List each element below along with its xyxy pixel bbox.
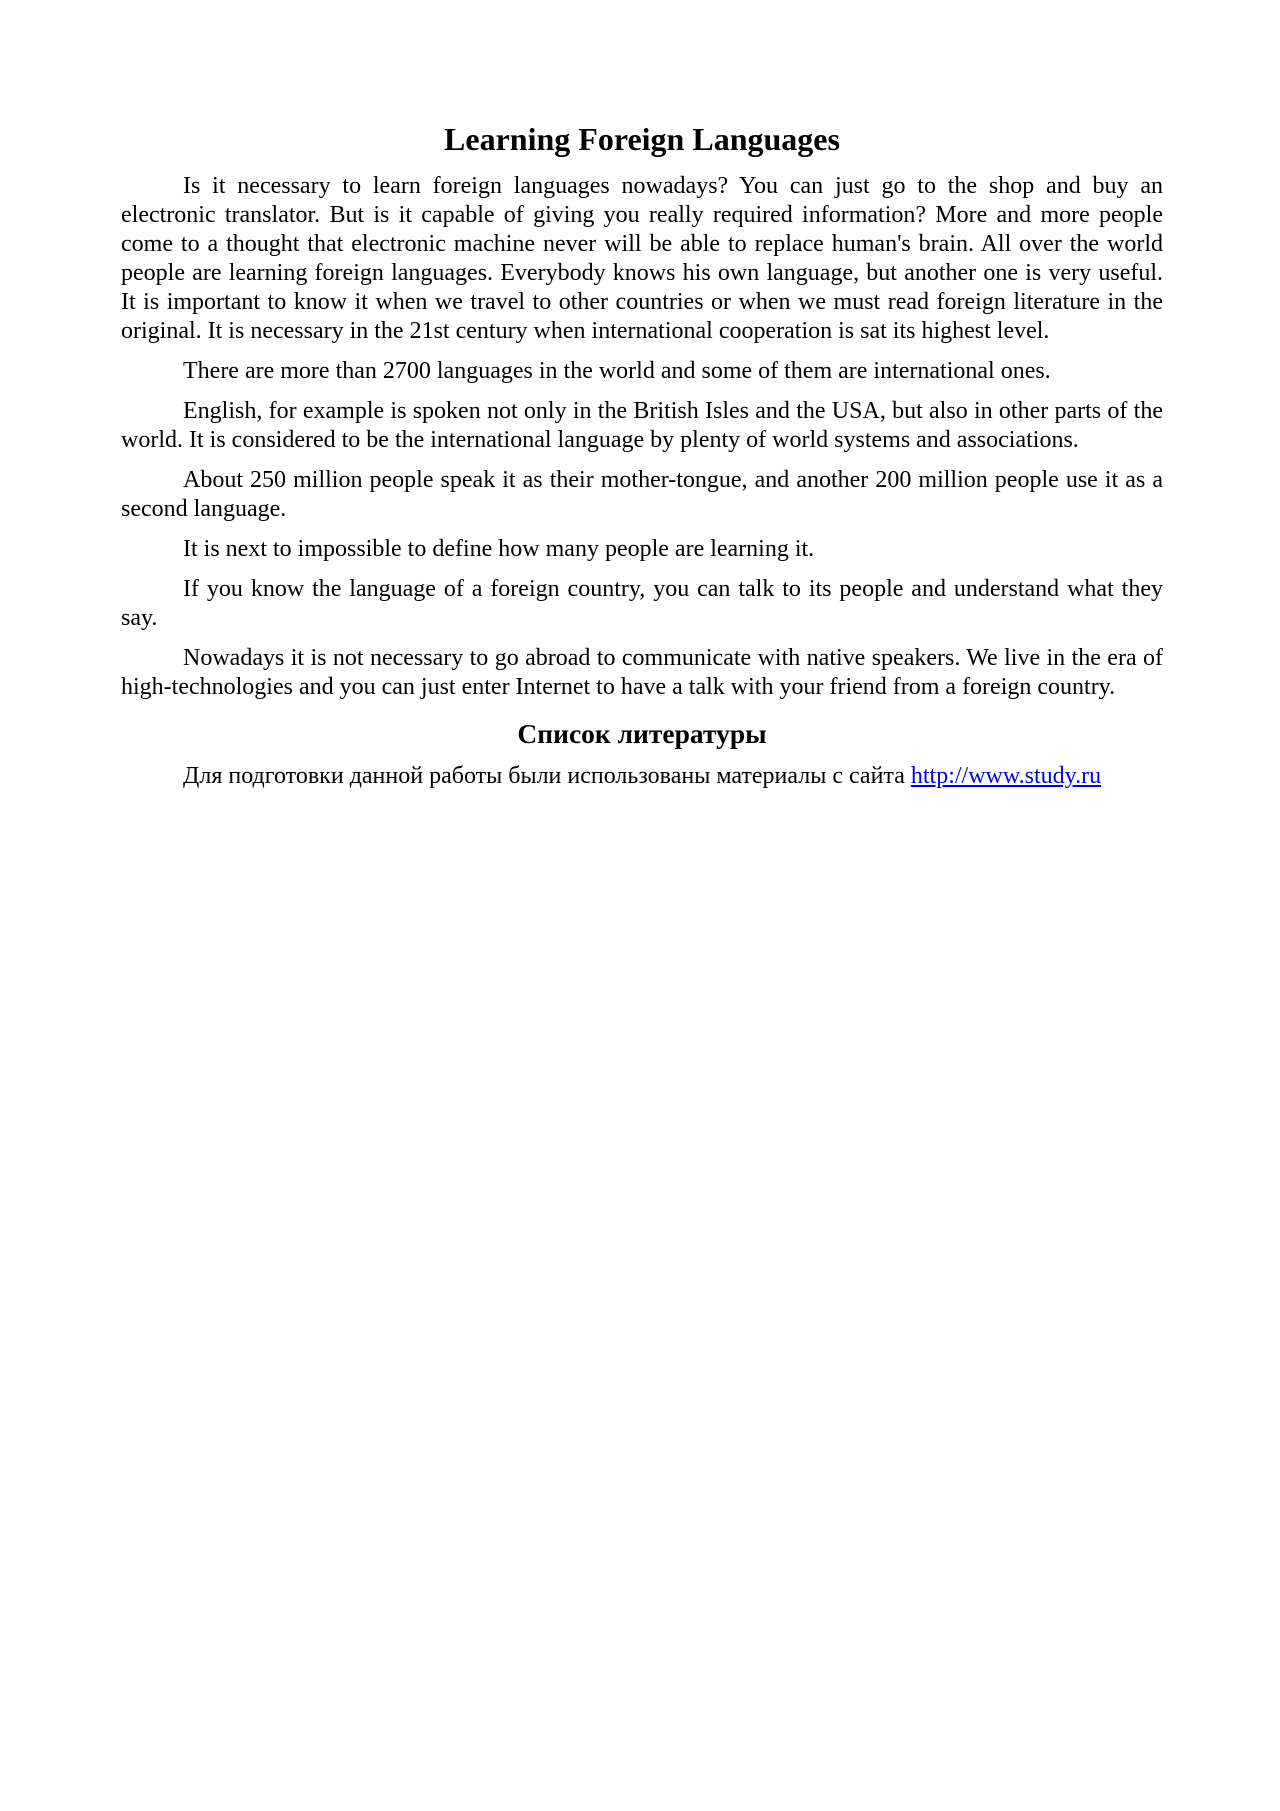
paragraph-5: It is next to impossible to define how many people are learning it.	[183, 536, 815, 562]
paragraph-2: There are more than 2700 languages in the world and some of them are international ones.	[183, 358, 1051, 384]
study-ru-link[interactable]: http://www.study.ru	[910, 763, 1102, 789]
document-page	[121, 120, 1163, 802]
bibliography-text: Для подготовки данной работы были использованы материалы с сайта	[183, 763, 911, 789]
bibliography-heading: Список литературы	[517, 718, 767, 749]
paragraph-6: If you know the language of a foreign country, you can talk to its people and understand what they say.	[121, 576, 1163, 631]
paragraph-4: About 250 million people speak it as their mother-tongue, and another 200 million people use it as a second language.	[121, 467, 1163, 522]
paragraph-3: English, for example is spoken not only in the British Isles and the USA, but also in other parts of the world. It is considered to be the international language by plenty of world systems and associations.	[121, 398, 1163, 453]
paragraph-7: Nowadays it is not necessary to go abroad to communicate with native speakers. We live in the era of high-technologies and you can just enter Internet to have a talk with your friend from a foreign country.	[121, 645, 1163, 700]
document-title: Learning Foreign Languages	[444, 121, 840, 157]
paragraph-1: Is it necessary to learn foreign languages nowadays? You can just go to the shop and buy an electronic translator. But is it capable of giving you really required information? More and more people come to a thought that electronic machine never will be able to replace human's brain. All over the world people are learning foreign languages. Everybody knows his own language, but another one is very useful. It is important to know it when we travel to other countries or when we must read foreign literature in the original. It is necessary in the 21st century when international cooperation is sat its highest level.	[121, 173, 1163, 344]
bibliography-paragraph	[121, 762, 1163, 791]
